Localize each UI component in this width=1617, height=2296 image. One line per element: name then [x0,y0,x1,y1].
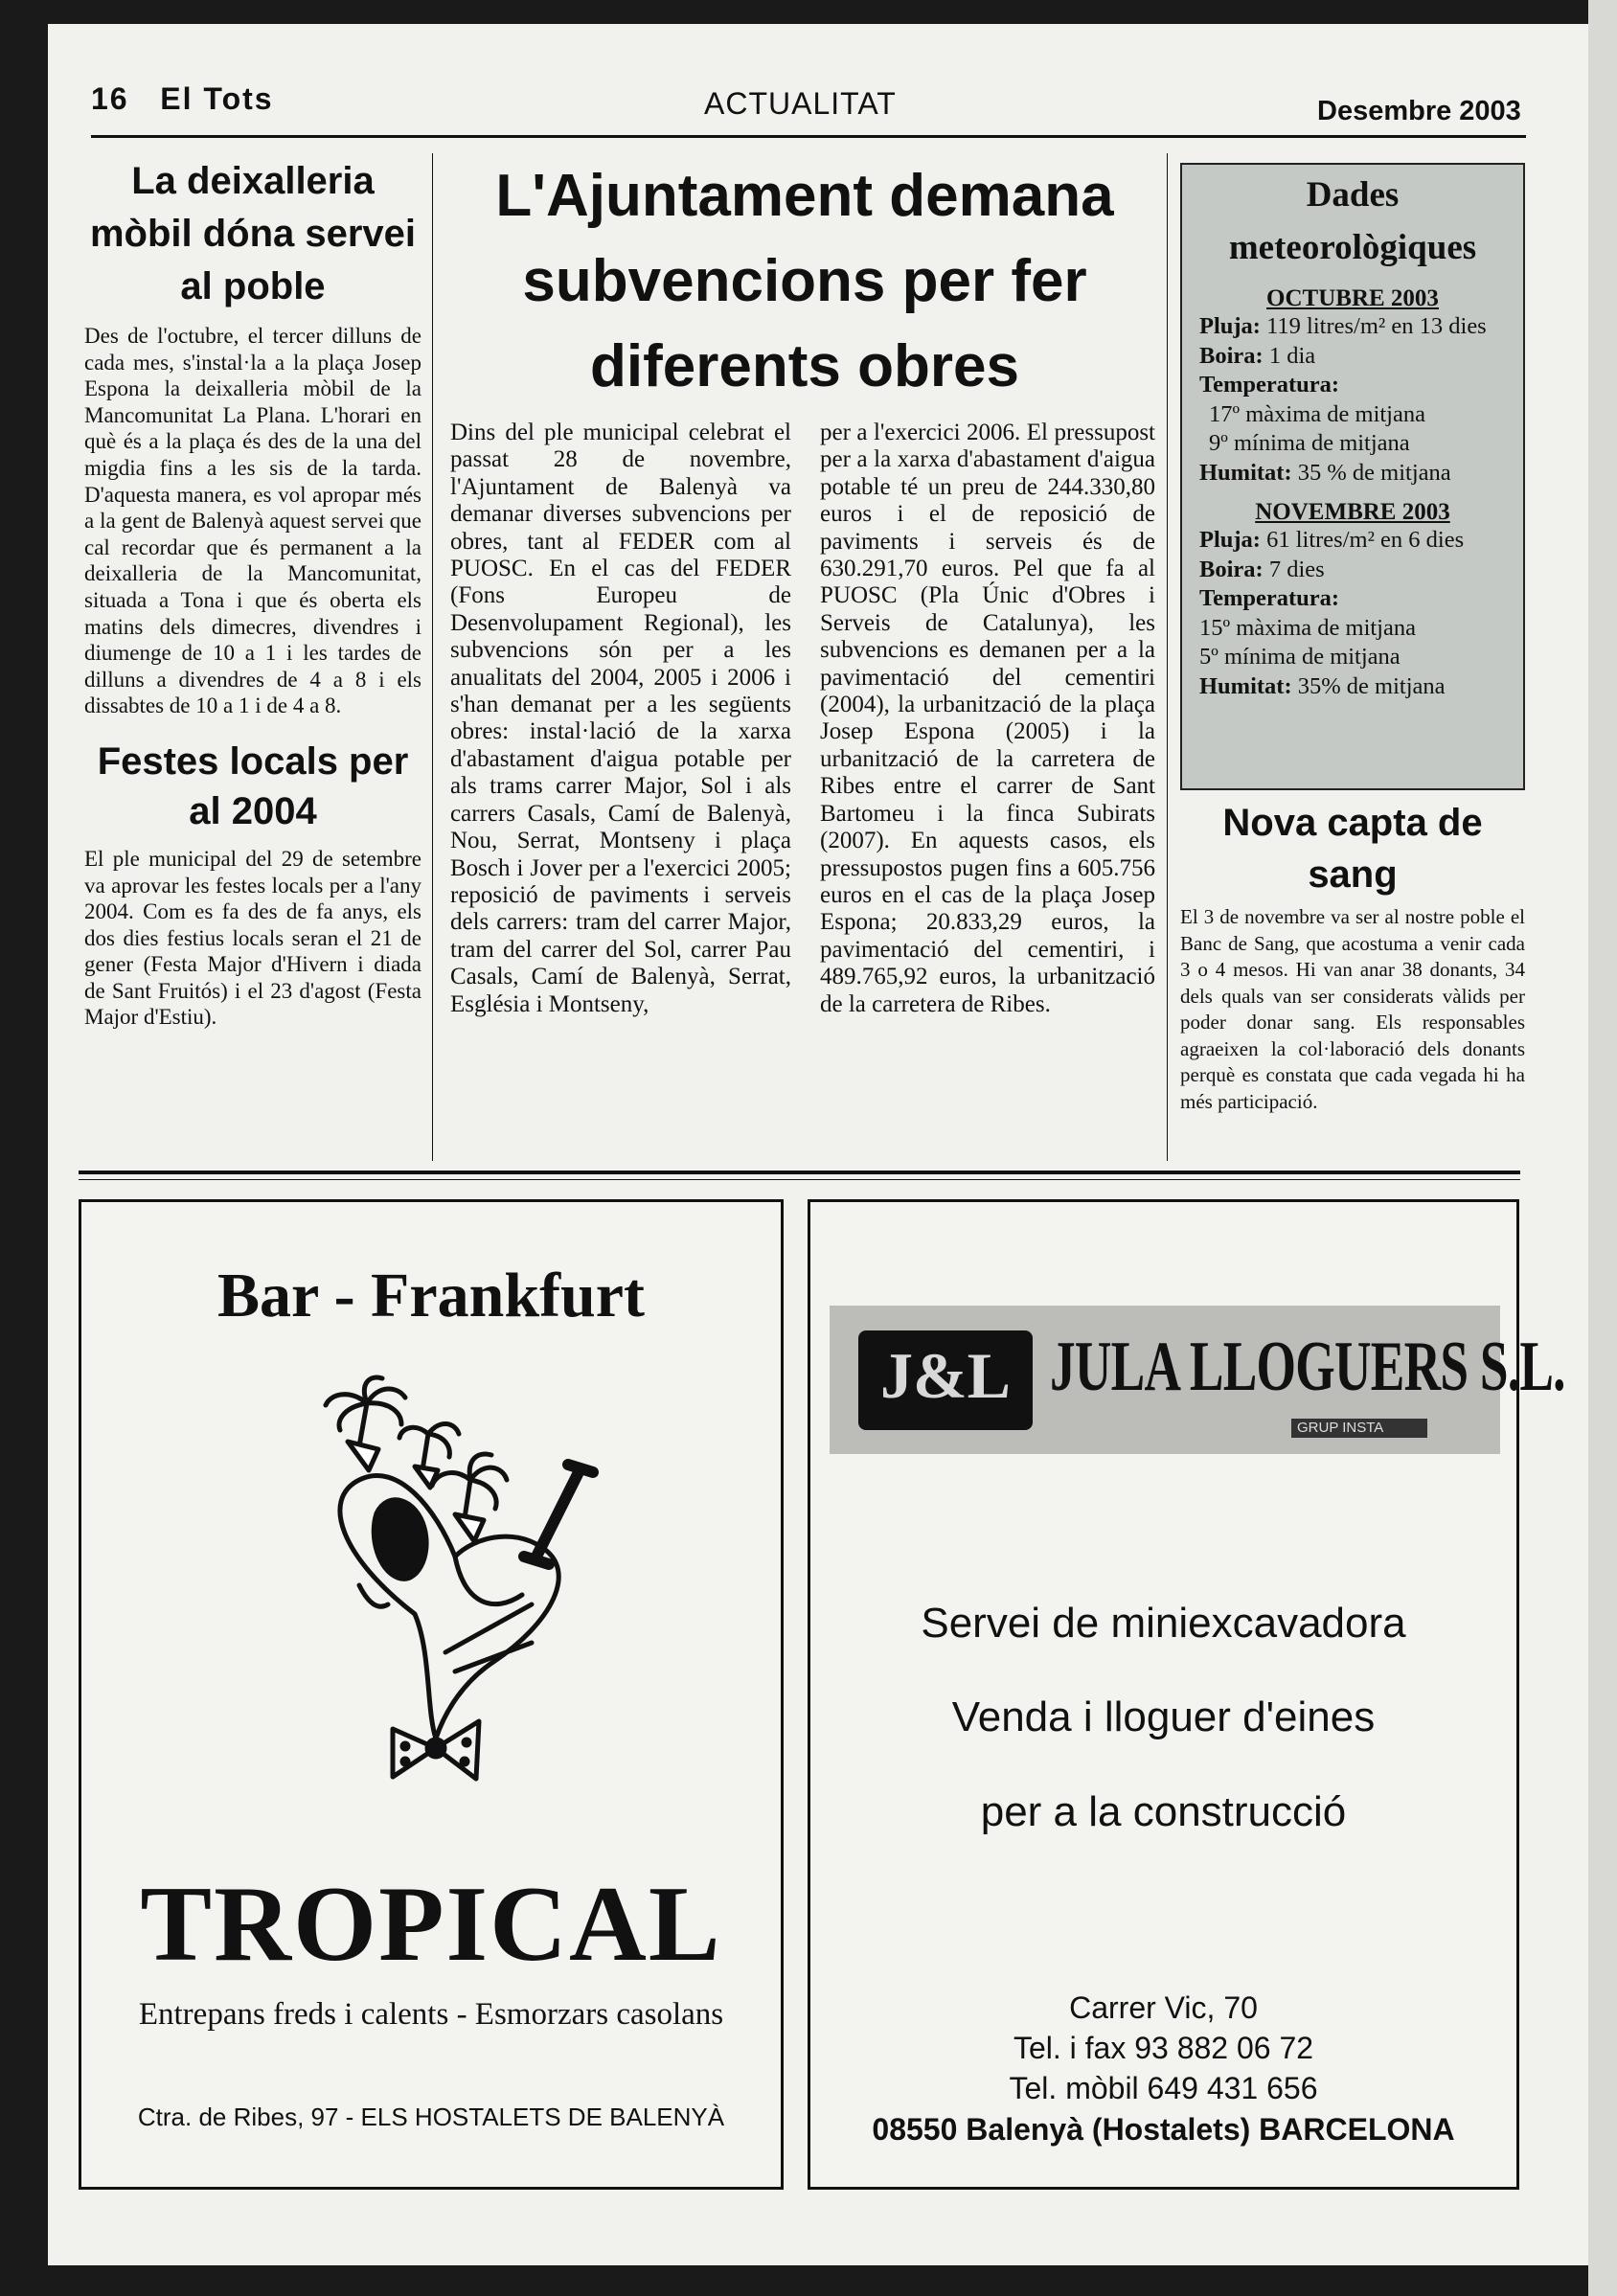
jula-street: Carrer Vic, 70 [1069,1990,1258,2025]
article-title-festes: Festes locals per al 2004 [97,739,409,832]
main-article-col1 [450,420,791,1018]
left-column [84,155,421,1031]
main-article-text-2: per a l'exercici 2006. El pressupost per a la xarxa d'abastament d'aigua potable té un preu de 244.330,80 euros i el de reposició de paviments i serveis és de 630.291,70 euros. Pel que fa al PUOSC (Pla Únic d'Obres i Serveis de Catalunya), les subvencions es demanen per a la pavimentació del cementiri (2004), la urbanització de la plaça Josep Espona (2005) i la urbanització de la carretera de Ribes entre el carrer de Sant Bartomeu i la finca Subirats (2007). En aquests casos, els pressupostos pugen fins a 605.756 euros en el cas de la plaça Josep Espona; 20.833,29 euros, la pavimentació del cementiri, i 489.765,92 euros, la urbanització de la carretera de Ribes. [820,420,1155,1017]
weather-nov-rain: Pluja: 61 litres/m² en 6 dies [1199,527,1465,553]
weather-oct-temp: Temperatura: [1199,372,1340,398]
article-title-deixalleria: La deixalleria mòbil dóna servei al poble [89,160,417,307]
section-rule [79,1171,1520,1174]
page-header-left [91,81,274,117]
next-page-edge [1588,0,1617,2296]
ad-bar-address: Ctra. de Ribes, 97 - ELS HOSTALETS DE BALENYÀ [137,2103,725,2131]
weather-nov-tmin: 5º mínima de mitjana [1199,644,1401,670]
jula-service-1: Servei de miniexcavadora [921,1600,1406,1647]
weather-nov-tmax: 15º màxima de mitjana [1199,614,1416,641]
weather-nov-humidity: Humitat: 35% de mitjana [1199,672,1446,699]
weather-month-november: NOVEMBRE 2003 [1255,499,1450,525]
jula-mobile: Tel. mòbil 649 431 656 [1009,2071,1318,2105]
jula-logo-banner [830,1306,1565,1454]
blood-body: El 3 de novembre va ser al nostre poble el Banc de Sang, que acostuma a venir cada 3 o 4 mesos. Hi van anar 38 donants, 34 dels quals van ser considerats vàlids per poder donar sang. Els responsables agraeixen la col·laboració dels donants perquè es constata que cada vegada hi ha més participació. [1180,905,1525,1113]
main-article-text-1: Dins del ple municipal celebrat el passat 28 de novembre, l'Ajuntament de Balenyà va demanar diverses subvencions per obres, tant al FEDER com al PUOSC. En el cas del FEDER (Fons Europeu de Desenvolupament Regional), les subvencions són per a les anualitats del 2004, 2005 i 2006 i s'han demanat per a les següents obres: instal·lació de la xarxa d'abastament d'aigua potable per als trams carrer Major, Sol i als carrers Casals, Camí de Balenyà, Nou, Serrat, Montseny i plaça Bosch i Jover per a l'exercici 2005; reposició de paviments i serveis dels carrers: tram del carrer Major, tram del carrer del Sol, carrer Pau Casals, Camí de Balenyà, Serrat, Església i Montseny, [450,420,791,1017]
main-article-col2 [820,420,1155,1018]
weather-nov-fog: Boira: 7 dies [1199,556,1325,582]
weather-box [1180,163,1525,790]
section-rule-thin [79,1179,1520,1180]
header-rule [91,135,1526,138]
jl-logo-mark [858,1330,1033,1430]
ad-jula-lloguers [808,1199,1565,2190]
article-body-deixalleria: Des de l'octubre, el tercer dilluns de cada mes, s'instal·la a la plaça Josep Espona la deixalleria mòbil de la Mancomunitat La Plana. L'horari en què és a la plaça és des de la una del migdia fins a les sis de la tarda. D'aquesta manera, es vol apropar més a la gent de Balenyà aquest servei que cal recordar que és permanent a la deixalleria de la Mancomunitat, situada a Tona i que és oberta els matins dels dimecres, divendres i diumenge de 10 a 1 i les tardes de dilluns a divendres de 4 a 8 i els dissabtes de 10 a 1 i de 4 a 8. [84,324,421,718]
jula-service-3: per a la construcció [980,1788,1347,1835]
column-divider [432,153,433,1161]
page-number: 16 [91,81,129,116]
ad-bar-brand: TROPICAL [140,1865,722,1984]
jula-phone: Tel. i fax 93 882 06 72 [1013,2031,1314,2065]
jl-logo-letters: J&L [880,1339,1011,1412]
publication-name: El Tots [160,81,274,116]
issue-date: Desembre 2003 [1317,96,1521,126]
article-body-festes: El ple municipal del 29 de setembre va aprovar les festes locals per a l'any 2004. Com es fa des de fa anys, els dos dies festius locals seran el 21 de gener (Festa Major d'Hivern i diada de Sant Fruitós) i el 23 d'agost (Festa Major d'Estiu). [84,846,421,1030]
ad-bar-tagline: Entrepans freds i calents - Esmorzars casolans [138,1997,724,2032]
jula-group-label: GRUP INSTA [1291,1419,1427,1438]
tropical-heart-illustration [302,1365,647,1796]
weather-oct-tmax: 17º màxima de mitjana [1209,400,1425,427]
ad-bar-title: Bar - Frankfurt [216,1261,646,1330]
weather-oct-tmin: 9º mínima de mitjana [1209,430,1410,456]
weather-nov-temp: Temperatura: [1199,585,1340,611]
weather-month-october: OCTUBRE 2003 [1266,285,1439,311]
weather-oct-fog: Boira: 1 dia [1199,342,1316,369]
section-name: ACTUALITAT [704,86,897,121]
jula-company-name: JULA LLOGUERS S.L. [1050,1328,1565,1406]
ad-bar-frankfurt [79,1199,784,2190]
blood-title: Nova capta de sang [1222,802,1483,896]
column-divider [1167,153,1168,1161]
weather-oct-rain: Pluja: 119 litres/m² en 13 dies [1199,313,1487,339]
weather-title: Dades meteorològiques [1228,175,1477,267]
weather-oct-humidity: Humitat: 35 % de mitjana [1199,459,1451,486]
jula-service-2: Venda i lloguer d'eines [951,1694,1376,1740]
blood-article [1180,797,1525,1115]
main-headline: L'Ajuntament demana subvencions per fer diferents obres [495,163,1114,399]
jula-city: 08550 Balenyà (Hostalets) BARCELONA [872,2112,1455,2147]
